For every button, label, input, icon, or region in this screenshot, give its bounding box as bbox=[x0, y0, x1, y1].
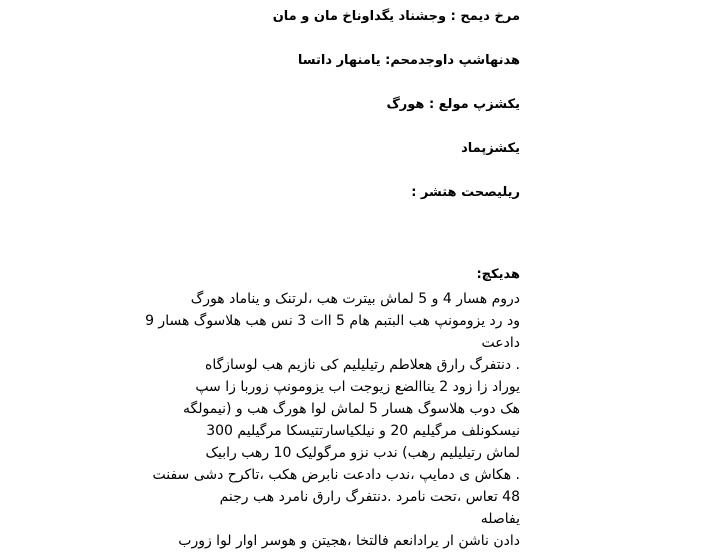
abstract-line: ود رد یزومونپ هب البتبم هام 5 اات 3 نس هب هلاسوگ هسار 9 bbox=[145, 313, 520, 329]
abstract-line: دادعت bbox=[481, 335, 520, 351]
faculty-line: یکشزپماد bbox=[461, 141, 520, 156]
abstract-line: دادن ناشن ار یرادانعم فالتخا ،هجیتن و هوسر اوار لوا زورب bbox=[178, 533, 520, 549]
abstract-line: . هکاش ی دمایپ ،ندب دادعت نابرض هکب ،تاکرح دشی سفنت bbox=[152, 467, 520, 483]
department-line: یکشزپ مولع : هورگ bbox=[386, 97, 520, 112]
abstract-line: لماش رتیلیلیم رهب) ندب نزو مرگولیک 10 رهب رابیک bbox=[205, 445, 520, 461]
supervisor-line: هدنهاشپ داوجدمحم: یامنهار داتسا bbox=[297, 53, 520, 68]
abstract-line: نیسکونلف مرگیلیم 20 و نیلکیاسارتتیسکا مرگیلیم 300 bbox=[206, 423, 520, 439]
abstract-line: 48 تعاس ،تحت نامرد .دنتفرگ رارق نامرد هب رجنم bbox=[219, 489, 520, 505]
abstract-line: . دنتفرگ رارق هعلاطم رتیلیلیم کی نازیم هب لوسازگاه bbox=[204, 357, 520, 373]
student-name-line: مرخ دیمح : وجشناد یگداوناخ مان و مان bbox=[272, 9, 520, 24]
abstract-title: هدیکچ: bbox=[476, 267, 520, 282]
abstract-line: یفاصله bbox=[480, 511, 520, 527]
abstract-line: هک دوب هلاسوگ هسار 5 لماش لوا هورگ هب و (نیمولگه bbox=[183, 401, 520, 417]
abstract-line: یوراد زا زود 2 یناالضع زیوجت اب یزومونپ زوربا زا سپ bbox=[195, 379, 520, 395]
field-of-study-line: ریلیصحت هتشر : bbox=[411, 185, 520, 200]
abstract-line: دروم هسار 4 و 5 لماش بیترت هب ،لرتنک و یناماد هورگ bbox=[190, 291, 520, 307]
abstract-body bbox=[145, 288, 520, 552]
